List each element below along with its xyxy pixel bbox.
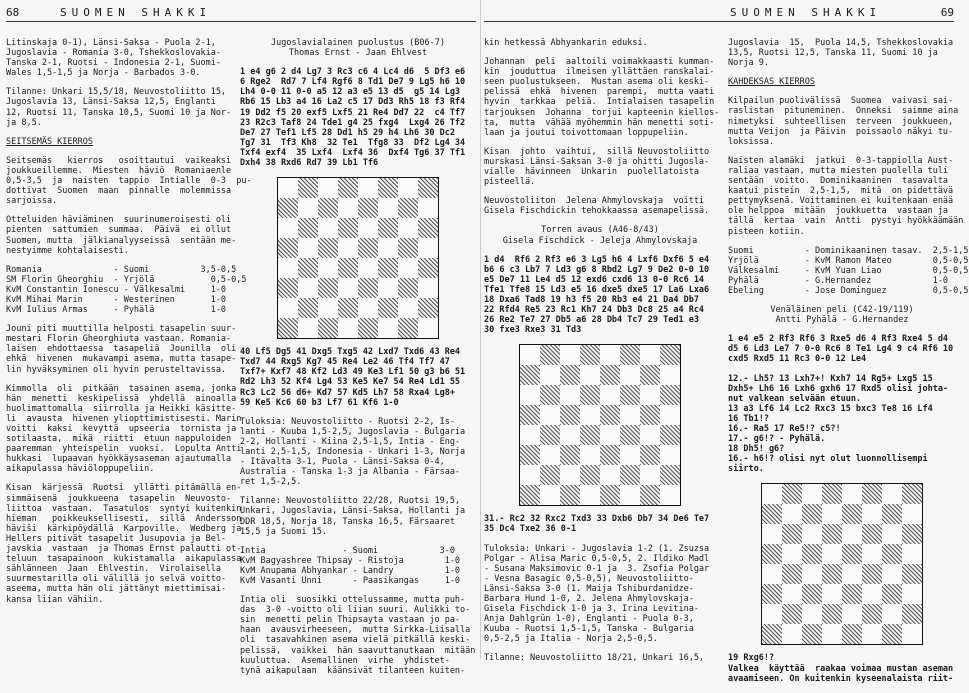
board-square: [560, 385, 580, 405]
board-square: [278, 298, 298, 318]
board-square: [338, 278, 358, 298]
column-3: [484, 38, 720, 673]
board-square: [520, 345, 540, 365]
board-square: [640, 385, 660, 405]
game-header: Venäläinen peli (C42-19/119) Antti Pyhälä - G.Hernandez: [770, 305, 914, 326]
board-square: [822, 524, 842, 544]
board-square: [418, 238, 438, 258]
board-square: [278, 278, 298, 298]
board-square: [802, 624, 822, 644]
chess-diagram: [761, 483, 923, 645]
body-paragraph: Otteluiden häviäminen suurinumeroisesti oli pienten sattumien summaa. Päivä ei ollut Suomen, mutta jälkianalyyseissä sentään me- nestyimme kohtalaisesti.: [6, 215, 237, 256]
game-moves: 1 d4 Rf6 2 Rf3 e6 3 Lg5 h6 4 Lxf6 Dxf6 5 e4 b6 6 c3 Lb7 7 Ld3 g6 8 Rbd2 Lg7 9 De2 0-0 10 e5 De7 11 Le4 d5 12 exd6 cxd6 13 0-0 Rc6 14 Tfe1 Tfe8 15 Ld3 e5 16 dxe5 dxe5 17 La6 Lxa6 18 Dxa6 Tad8 19 h3 f5 20 Rb3 e4 21 Da4 Db7 22 Rfd4 Re5 23 Rc1 Kh7 24 Db3 Dc8 25 a4 Rc4 26 Re2 Te7 27 Db5 a6 28 Db4 Tc7 29 Ted1 e3 30 fxe3 Rxe3 31 Td3: [484, 254, 710, 336]
board-square: [660, 485, 680, 505]
board-square: [278, 318, 298, 338]
board-square: [862, 604, 882, 624]
board-square: [520, 405, 540, 425]
board-square: [600, 365, 620, 385]
board-square: [520, 365, 540, 385]
board-square: [338, 298, 358, 318]
board-square: [278, 238, 298, 258]
board-square: [902, 524, 922, 544]
board-square: [540, 425, 560, 445]
board-square: [882, 624, 902, 644]
board-square: [660, 405, 680, 425]
board-square: [902, 624, 922, 644]
board-square: [842, 484, 862, 504]
results-paragraph: Tuloksia: Unkari - Jugoslavia 1-2 (1. Zsuzsa Polgar - Alisa Maric 0,5-0,5, 2. Ildiko Madl - Susana Maksimovic 0-1 ja 3. Zsofia Polgar - Vesna Basagic 0,5-0,5), Neuvostoliitto- Länsi-Saksa 3-0 (1. Maija Tshiburdanidze- Barbara Hund 1-0, 2. Jelena Ahmylovskaja- Gisela Fischdick 1-0 ja 3. Irina Levitina- Anja Dahlgrün 1-0), Englanti - Puola 0-3, Kuuba - Ruotsi 1,5-1,5, Tanska - Bulgaria 0,5-2,5 ja Italia - Norja 2,5-0,5.: [484, 543, 710, 645]
board-square: [338, 318, 358, 338]
board-square: [398, 298, 418, 318]
board-square: [298, 278, 318, 298]
board-square: [338, 258, 358, 278]
board-square: [802, 524, 822, 544]
game-moves: 12.- Lh5? 13 Lxh7+! Kxh7 14 Rg5+ Lxg5 15 Dxh5+ Lh6 16 Lxh6 gxh6 17 Rxd5 olisi johta- nut valkean selvään etuun. 13 a3 Lf6 14 Lc2 Rxc3 15 bxc3 Te8 16 Lf4 16 Tb1!? 16.- Ra5 17 Re5!? c5?! 17.- g6!? - Pyhälä. 18 Dh5! g6? 16.- h6!? olisi nyt olut luonnollisempi siirto.: [728, 373, 949, 475]
board-square: [298, 298, 318, 318]
right-page: [480, 0, 969, 684]
board-square: [580, 385, 600, 405]
board-square: [802, 584, 822, 604]
board-square: [620, 465, 640, 485]
board-square: [640, 365, 660, 385]
board-square: [862, 584, 882, 604]
game-header: Torren avaus (A46-8/43) Gisela Fischdick - Jeleja Ahmylovskaja: [502, 225, 698, 246]
board-square: [580, 465, 600, 485]
board-square: [398, 238, 418, 258]
board-square: [278, 258, 298, 278]
board-square: [580, 425, 600, 445]
board-square: [902, 564, 922, 584]
standings-paragraph: Tilanne: Unkari 15,5/18, Neuvostoliitto 15, Jugoslavia 13, Länsi-Saksa 12,5, Englanti 12, Ruotsi 11, Tanska 10,5, Suomi 10 ja Nor- ja 8,5.: [6, 87, 232, 128]
board-square: [378, 238, 398, 258]
board-square: [378, 258, 398, 278]
board-square: [782, 604, 802, 624]
board-square: [418, 198, 438, 218]
board-square: [520, 445, 540, 465]
board-square: [822, 544, 842, 564]
board-square: [862, 564, 882, 584]
board-square: [782, 524, 802, 544]
board-square: [318, 278, 338, 298]
board-square: [802, 564, 822, 584]
board-square: [338, 178, 358, 198]
board-square: [318, 198, 338, 218]
board-square: [418, 258, 438, 278]
board-square: [782, 484, 802, 504]
body-paragraph: kin hetkessä Abhyankarin eduksi.: [484, 38, 648, 48]
running-head: SUOMEN SHAKKI: [60, 6, 212, 19]
board-square: [378, 298, 398, 318]
board-square: [802, 604, 822, 624]
board-square: [842, 604, 862, 624]
board-square: [782, 564, 802, 584]
board-square: [762, 524, 782, 544]
board-square: [660, 425, 680, 445]
board-square: [822, 484, 842, 504]
board-square: [560, 365, 580, 385]
board-square: [318, 258, 338, 278]
board-square: [862, 504, 882, 524]
board-square: [418, 178, 438, 198]
game-moves: 31.- Rc2 32 Rxc2 Txd3 33 Dxb6 Db7 34 De6 Te7 35 Dc4 Txe2 36 0-1: [484, 514, 710, 535]
board-square: [762, 544, 782, 564]
board-square: [318, 298, 338, 318]
board-square: [802, 504, 822, 524]
game-moves: 1 e4 e5 2 Rf3 Rf6 3 Rxe5 d6 4 Rf3 Rxe4 5 d4 d5 6 Ld3 Le7 7 0-0 Rc6 8 Te1 Lg4 9 c4 Rf6 10 cxd5 Rxd5 11 Rc3 0-0 12 Le4: [728, 334, 954, 365]
board-square: [560, 425, 580, 445]
board-square: [882, 504, 902, 524]
diagram-caption: 19 Rxg6!? Valkea käyttää raakaa voimaa mustan aseman avaamiseen. On kuitenkin kyseenalaista riit-: [728, 653, 954, 684]
board-square: [600, 385, 620, 405]
board-square: [398, 258, 418, 278]
board-square: [620, 425, 640, 445]
board-square: [600, 465, 620, 485]
board-square: [822, 624, 842, 644]
board-square: [298, 198, 318, 218]
board-square: [378, 178, 398, 198]
board-square: [378, 278, 398, 298]
column-1: [6, 38, 252, 614]
board-square: [762, 624, 782, 644]
board-square: [862, 484, 882, 504]
body-paragraph: Naisten alamäki jatkui 0-3-tappiolla Aust- raliaa vastaan, mutta miesten puolella tuli sentään voitto. Dominikaaninen tasavalta kaatui pisteín 2,5-1,5, mitä on pidettävä pettymyksenä. Voittaminen ei kuitenkaan enää ole helppoa mitään joukkuetta vastaan ja tällä kertaa vain Antti pystyi hyökkäämään pisteen kotiin.: [728, 155, 964, 237]
body-paragraph: Kimmolla oli pitkään tasainen asema, jonka hän menetti keskipelissä yhdellä ainoalla huolimattomalla siirrolla ja Heikki käsitte- li avausta hivenen yliopttimistisesti. Marin voitti kaksi kevyttä upseeria tornista ja sotilaasta, mikä riitti etuun nappuloiden paaremman yhteispelin vuoksi. Lopulta Antti hukkasi lupaavan hyökkäysaseman ajautumalla aikapulassa häviöloppupeliin.: [6, 383, 242, 475]
board-square: [520, 465, 540, 485]
board-square: [338, 218, 358, 238]
board-square: [660, 445, 680, 465]
board-square: [762, 504, 782, 524]
board-square: [358, 298, 378, 318]
standings-paragraph: Tilanne: Neuvostoliitto 18/21, Unkari 16,5,: [484, 653, 705, 664]
board-square: [782, 544, 802, 564]
body-paragraph: Kisan johto vaihtui, sillä Neuvostoliitto murskasi Länsi-Saksan 3-0 ja ohitti Jugosla- vialle hävinneen Unkarin puolellatoista pisteellä.: [484, 146, 710, 188]
board-square: [902, 544, 922, 564]
board-square: [318, 238, 338, 258]
board-square: [540, 485, 560, 505]
board-square: [560, 485, 580, 505]
match-table: Suomi - Dominikaaninen tasav. 2,5-1,5 Yrjölä - KvM Ramon Mateo 0,5-0,5 Välkesalmi - KvM Yuan Liao 0,5-0,5 Pyhälä - G.Hernandez 1-0 Ebeling - Jose Dominguez 0,5-0,5: [728, 245, 969, 296]
board-square: [298, 218, 318, 238]
board-square: [882, 584, 902, 604]
board-square: [782, 504, 802, 524]
board-square: [862, 524, 882, 544]
board-square: [540, 345, 560, 365]
match-table: Intia - Suomi 3-0 KvM Bagyashree Thipsay - Ristoja 1-0 KvM Anupama Abhyankar - Landry 1-0 KvM Vasanti Unni - Paasikangas 1-0: [240, 545, 461, 586]
column-4: [728, 38, 969, 693]
board-square: [620, 345, 640, 365]
board-square: [560, 345, 580, 365]
board-square: [560, 465, 580, 485]
board-square: [520, 485, 540, 505]
running-head: SUOMEN SHAKKI: [730, 6, 882, 19]
board-square: [660, 385, 680, 405]
board-square: [862, 624, 882, 644]
board-square: [398, 318, 418, 338]
board-square: [378, 318, 398, 338]
board-square: [358, 198, 378, 218]
board-square: [842, 584, 862, 604]
board-square: [902, 584, 922, 604]
body-paragraph: Kilpailun puolivälissä Suomea vaivasi sai- raslistan pituneminen. Onneksi saimme aina nimetyksi suhteellisen terveen joukkueen, mutta Veijon ja Päivin poissaolo näkyi tu- loksissa.: [728, 96, 959, 147]
board-square: [640, 445, 660, 465]
board-square: [580, 445, 600, 465]
body-paragraph: Kisan kärjessä Ruotsi yllätti pitämällä en- simmäisenä joukkueena tasapelin Neuvosto- liittoa vastaan. Tasatulos syntyi kuitenkin hieman poikkeuksellisesti, sillä Andersson häviši kärkipöydällä Karpoville. Wedberg ja Hellers pitivät tasapelit Jusupovia ja Bel- javskia vastaan ja Thomas Ernst palautti ot- teluun tasapainoon kukistamalla aikapulassa sählänneen Jaan Ehlvestin. Virolaisella suurmestarilla oli välillä jo selvä voitto- aseema, mutta hän oli jättänyt miettimisai- kansa liian vähiin.: [6, 483, 242, 605]
board-square: [398, 178, 418, 198]
board-square: [762, 604, 782, 624]
section-heading: KAHDEKSAS KIERROS: [728, 77, 815, 88]
board-square: [620, 405, 640, 425]
board-square: [580, 365, 600, 385]
board-square: [580, 485, 600, 505]
game-moves: 40 Lf5 Dg5 41 Dxg5 Txg5 42 Lxd7 Txd6 43 Re4 Txd7 44 Rxg5 Kg7 45 Re4 Le2 46 Tf4 Tf7 47 Txf7+ Kxf7 48 Kf2 Ld3 49 Ke3 Lf1 50 g3 b6 51 Rd2 Lh3 52 Kf4 Lg4 53 Ke5 Ke7 54 Re4 Ld1 55 Rc3 Lc2 56 d6+ Kd7 57 Kd5 Lh7 58 Rxa4 Lg8+ 59 Ke5 Kc6 60 b3 Lf7 61 Kf6 1-0: [240, 347, 466, 408]
board-square: [298, 178, 318, 198]
intro-paragraph: Litinskaja 0-1), Länsi-Saksa - Puola 2-1, Jugoslavia - Romania 3-0, Tshekkoslovakia- Tanska 2-1, Ruotsi - Indonesia 2-1, Suomi- Wales 1,5-1,5 ja Norja - Barbados 3-0.: [6, 38, 221, 79]
header-rule: [484, 21, 954, 22]
board-square: [822, 564, 842, 584]
board-square: [418, 218, 438, 238]
board-square: [640, 485, 660, 505]
board-square: [640, 345, 660, 365]
board-square: [762, 584, 782, 604]
body-paragraph: Seitsemäs kierros osoittautui vaikeaksi joukkueillemme. Miesten häviö Romaniaелle 0,5-3,5 ja naisten tappio Intialle 0-3 pu- dottivat Suomen maan pinnalle molemmissa sarjoissa.: [6, 155, 252, 207]
board-square: [580, 405, 600, 425]
board-square: [600, 485, 620, 505]
board-square: [358, 278, 378, 298]
board-square: [580, 345, 600, 365]
board-square: [278, 198, 298, 218]
board-square: [902, 484, 922, 504]
board-square: [802, 544, 822, 564]
left-page: [0, 0, 481, 676]
board-square: [358, 238, 378, 258]
match-table: Romania - Suomi 3,5-0,5 SM Florin Gheorghiu - Yrjölä 0,5-0,5 KvM Constantin Ionescu - Välkesalmi 1-0 KvM Mihai Marin - Westerinen 1-0 KvM Iulius Armas - Pyhälä 1-0: [6, 264, 247, 316]
board-square: [398, 218, 418, 238]
board-square: [882, 544, 902, 564]
board-square: [600, 445, 620, 465]
page-number: 68: [6, 6, 20, 19]
page-number: 69: [940, 6, 954, 19]
board-square: [822, 504, 842, 524]
chess-diagram: [277, 177, 439, 339]
board-square: [660, 345, 680, 365]
board-square: [822, 604, 842, 624]
board-square: [520, 385, 540, 405]
board-square: [358, 178, 378, 198]
chess-diagram: [519, 344, 681, 506]
board-square: [358, 218, 378, 238]
board-square: [278, 178, 298, 198]
board-square: [398, 278, 418, 298]
board-square: [660, 465, 680, 485]
board-square: [540, 385, 560, 405]
board-square: [882, 564, 902, 584]
board-square: [560, 405, 580, 425]
board-square: [338, 238, 358, 258]
board-square: [762, 484, 782, 504]
board-square: [802, 484, 822, 504]
board-square: [882, 604, 902, 624]
board-square: [298, 258, 318, 278]
board-square: [418, 278, 438, 298]
board-square: [782, 624, 802, 644]
board-square: [418, 318, 438, 338]
body-paragraph: Intia oli suosikki ottelussamme, mutta puh- das 3-0 -voitto oli liian suuri. Aulikki to- sin menetti pelin Thipsayta vastaan jo pa- haan avausvirheeseen, mutta Sirkka-Liisalla oli tasavahkinen asema vielä pitkällä keski- pelissä, vaikkei hän saavuttanutkaan mitään kuuluttua. Asemallinen virhe yhdistet- tynä aikapulaan käänsivät tilanteen kuiten-: [240, 595, 476, 676]
board-square: [318, 178, 338, 198]
board-square: [620, 445, 640, 465]
board-square: [640, 465, 660, 485]
game-header: Jugoslavialainen puolustus (B06-7) Thomas Ernst - Jaan Ehlvest: [271, 38, 445, 59]
board-square: [560, 445, 580, 465]
board-square: [358, 258, 378, 278]
board-square: [398, 198, 418, 218]
board-square: [600, 405, 620, 425]
board-square: [318, 318, 338, 338]
board-square: [620, 385, 640, 405]
board-square: [298, 318, 318, 338]
board-square: [540, 405, 560, 425]
board-square: [620, 485, 640, 505]
board-square: [842, 544, 862, 564]
board-square: [842, 564, 862, 584]
board-square: [520, 425, 540, 445]
game-moves: 1 e4 g6 2 d4 Lg7 3 Rc3 c6 4 Lc4 d6 5 Df3 e6 6 Rge2 Rd7 7 Lf4 Rgf6 8 Td1 De7 9 Lg5 h6 10 Lh4 0-0 11 0-0 a5 12 a3 e5 13 d5 g5 14 Lg3 Rb6 15 Lb3 a4 16 La2 c5 17 Dd3 Rh5 18 f3 Rf4 19 Dd2 f5 20 exf5 Lxf5 21 Re4 Dd7 22 c4 Tf7 23 R2c3 Taf8 24 Tde1 g4 25 fxg4 Lxg4 26 Tf2 De7 27 Tef1 Lf5 28 Dd1 h5 29 h4 Lh6 30 Dc2 Tg7 31 Tf3 Kh8 32 Te1 Tfg8 33 Df2 Lg4 34 Txf4 exf4 35 Lxf4 Lxf4 36 Dxf4 Tg6 37 Tf1 Dxh4 38 Rxd6 Rd7 39 Lb1 Tf6: [240, 67, 466, 169]
board-square: [842, 524, 862, 544]
board-square: [660, 365, 680, 385]
board-square: [378, 198, 398, 218]
board-square: [278, 218, 298, 238]
board-square: [640, 405, 660, 425]
board-square: [318, 218, 338, 238]
board-square: [862, 544, 882, 564]
board-square: [822, 584, 842, 604]
header-rule: [6, 21, 476, 22]
board-square: [600, 345, 620, 365]
board-square: [842, 504, 862, 524]
board-square: [418, 298, 438, 318]
board-square: [842, 624, 862, 644]
body-paragraph: Johannan peli aaltoili voimakkaasti kumman- kin jouduttua ilmeisen yllättäen ranskalai- seen puolustukseen. Mustan asema oli keski- pelissä ehkä hivenen parempi, mutta vaati hyvin tarkkaa peliä. Intialaisen tasapelin tarjouksen Johanna torjui kapteenin kiellos- ta, mutta vähää myöhemmin hän menetti soti- laan ja joutui toivottomaan loppupeliin.: [484, 57, 720, 138]
board-square: [540, 465, 560, 485]
board-square: [600, 425, 620, 445]
board-square: [298, 238, 318, 258]
board-square: [882, 524, 902, 544]
board-square: [620, 365, 640, 385]
body-paragraph: Jouni piti muuttilla helposti tasapelin suur- mestari Florin Gheorghiuta vastaan. Romania- laisen ehdottaessa tasapeliä Jounilla oli ehkä hivenen mukavampi asema, mutta tasape- lin hyväksyminen oli hyvin perusteltavissa.: [6, 324, 237, 375]
body-paragraph: Neuvostoliiton Jelena Ahmylovskaja voitti Gisela Fischdickin tehokkaassa asemapelissä.: [484, 196, 710, 217]
board-square: [902, 504, 922, 524]
results-paragraph: Tuloksia: Neuvostoliitto - Ruotsi 2-2, Is- lanti - Kuuba 1,5-2,5, Jugoslavia - Bulgaria 2-2, Hollanti - Kiina 2,5-1,5, Intia - Eng- lanti 2,5-1,5, Indonesia - Unkari 1-3, Norja - Itävalta 3-1, Puola - Länsi-Saksa 0-4, Australia - Tanska 1-3 ja Albania - Färsaa- ret 1,5-2,5.: [240, 416, 466, 488]
body-paragraph: Jugoslavia 15, Puola 14,5, Tshekkoslovakia 13,5, Ruotsi 12,5, Tanska 11, Suomi 10 ja Norja 9.: [728, 38, 954, 69]
board-square: [902, 604, 922, 624]
board-square: [358, 318, 378, 338]
board-square: [782, 584, 802, 604]
section-heading: SEITSEMÄS KIERROS: [6, 136, 93, 147]
board-square: [640, 425, 660, 445]
board-square: [378, 218, 398, 238]
standings-paragraph: Tilanne: Neuvostoliitto 22/28, Ruotsi 19,5, Unkari, Jugoslavia, Länsi-Saksa, Hollanti ja DDR 18,5, Norja 18, Tanska 16,5, Färsaaret 15,5 ja Suomi 15.: [240, 496, 466, 537]
board-square: [540, 445, 560, 465]
board-square: [540, 365, 560, 385]
board-square: [338, 198, 358, 218]
column-2: [240, 38, 476, 685]
board-square: [882, 484, 902, 504]
board-square: [762, 564, 782, 584]
